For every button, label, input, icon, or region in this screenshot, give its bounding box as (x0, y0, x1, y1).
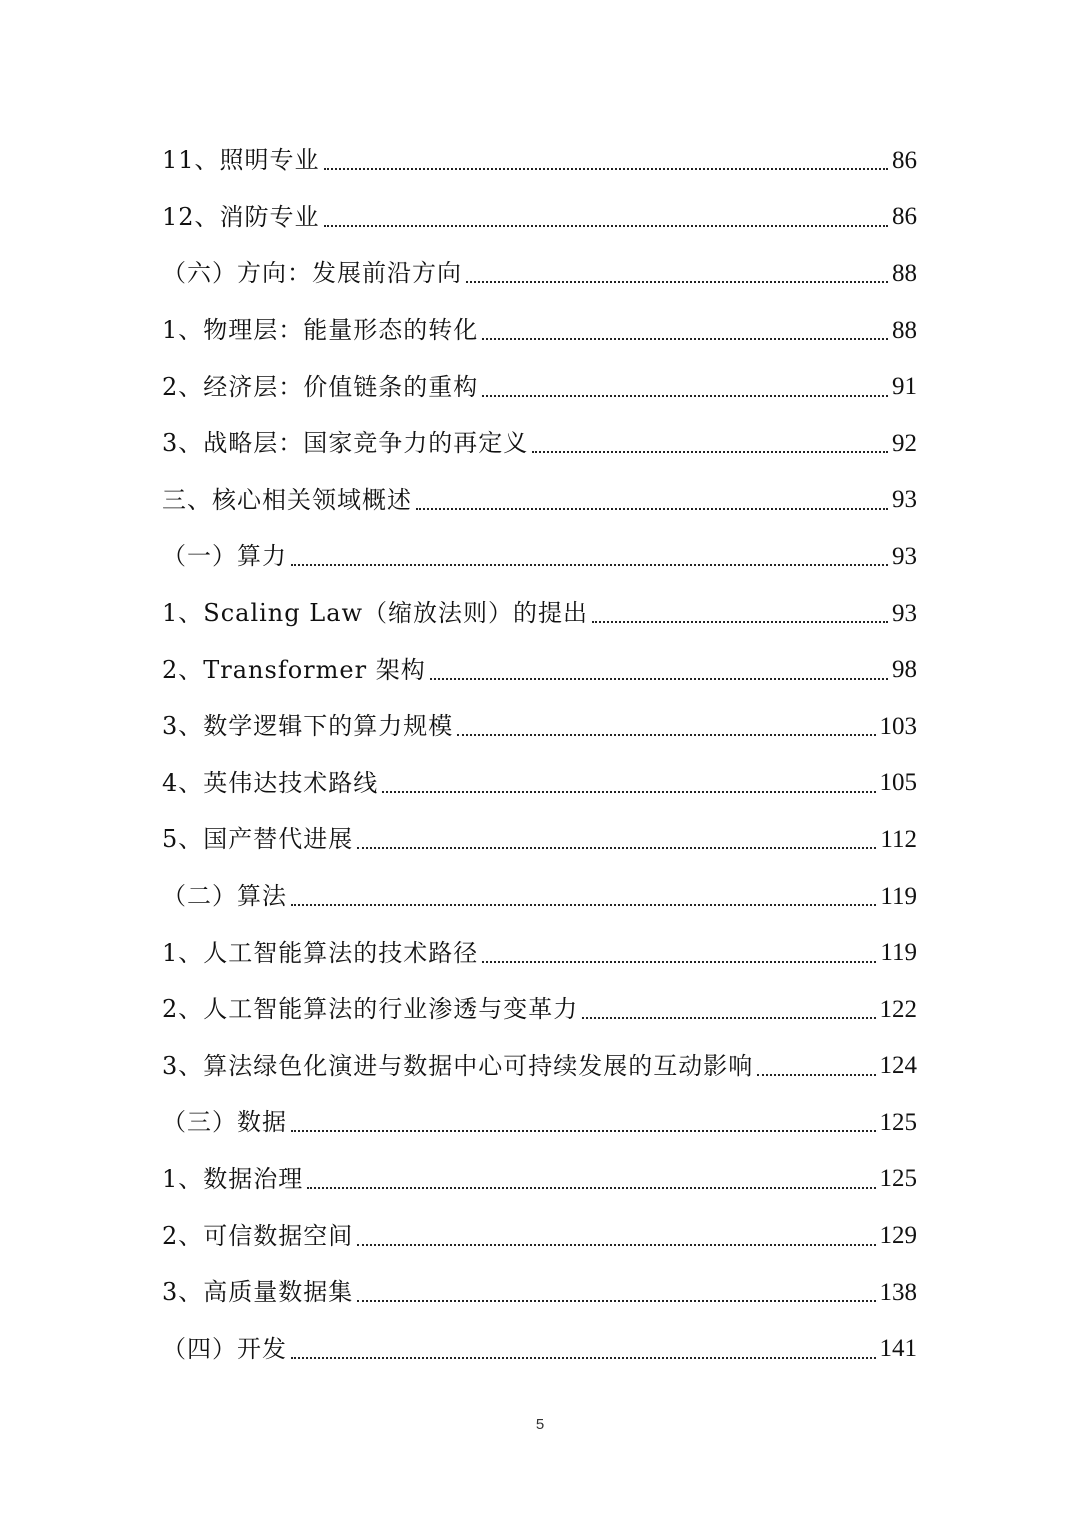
toc-entry[interactable] (162, 528, 917, 585)
toc-entry[interactable] (162, 245, 917, 302)
toc-entry-title: 2、经济层：价值链条的重构 (162, 372, 479, 401)
toc-entry-title: 3、战略层：国家竞争力的再定义 (162, 429, 529, 458)
toc-entry-page: 86 (892, 203, 917, 231)
toc-entry[interactable] (162, 698, 917, 755)
toc-dot-leader (466, 281, 888, 283)
toc-entry[interactable] (162, 585, 917, 642)
toc-dot-leader (357, 1300, 875, 1302)
toc-entry-page: 93 (892, 542, 917, 570)
toc-entry-page: 93 (892, 486, 917, 514)
toc-entry-page: 105 (879, 769, 917, 797)
toc-entry[interactable] (162, 641, 917, 698)
toc-entry[interactable] (162, 811, 917, 868)
toc-entry-page: 125 (879, 1108, 917, 1136)
toc-entry[interactable] (162, 1207, 917, 1264)
toc-entry-title: 1、数据治理 (162, 1164, 304, 1193)
toc-entry-page: 88 (892, 259, 917, 287)
toc-dot-leader (307, 1187, 875, 1189)
toc-entry-page: 91 (892, 373, 917, 401)
toc-entry[interactable] (162, 981, 917, 1038)
toc-entry-title: 3、数学逻辑下的算力规模 (162, 712, 454, 741)
toc-entry[interactable] (162, 132, 917, 189)
toc-entry-title: 2、人工智能算法的行业渗透与变革力 (162, 995, 579, 1024)
toc-entry[interactable] (162, 1320, 917, 1377)
toc-entry-page: 125 (879, 1165, 917, 1193)
toc-entry-page: 138 (879, 1278, 917, 1306)
toc-dot-leader (482, 961, 876, 963)
toc-dot-leader (457, 734, 875, 736)
toc-entry-title: 11、照明专业 (162, 146, 320, 175)
toc-entry-page: 122 (879, 995, 917, 1023)
toc-dot-leader (430, 678, 888, 680)
toc-entry-page: 119 (880, 939, 917, 967)
toc-entry-title: （四）开发 (162, 1334, 287, 1363)
toc-entry-title: 3、算法绿色化演进与数据中心可持续发展的互动影响 (162, 1051, 754, 1080)
toc-dot-leader (582, 1017, 875, 1019)
toc-dot-leader (291, 564, 888, 566)
toc-dot-leader (757, 1074, 875, 1076)
toc-dot-leader (357, 1244, 875, 1246)
toc-dot-leader (357, 847, 876, 849)
toc-dot-leader (324, 168, 888, 170)
toc-entry-page: 93 (892, 599, 917, 627)
toc-entry-title: 三、核心相关领域概述 (162, 485, 412, 514)
toc-entry[interactable] (162, 924, 917, 981)
toc-entry[interactable] (162, 868, 917, 925)
toc-entry[interactable] (162, 1264, 917, 1321)
toc-entry-page: 119 (880, 882, 917, 910)
toc-dot-leader (592, 621, 888, 623)
toc-entry[interactable] (162, 1038, 917, 1095)
toc-entry[interactable] (162, 415, 917, 472)
toc-entry-page: 92 (892, 429, 917, 457)
toc-dot-leader (291, 1130, 876, 1132)
toc-entry[interactable] (162, 1094, 917, 1151)
toc-entry-page: 98 (892, 656, 917, 684)
toc-entry-title: 1、人工智能算法的技术路径 (162, 938, 479, 967)
toc-entry-title: 5、国产替代进展 (162, 825, 354, 854)
toc-entry[interactable] (162, 472, 917, 529)
toc-entry[interactable] (162, 1151, 917, 1208)
toc-dot-leader (482, 395, 888, 397)
toc-entry-title: 3、高质量数据集 (162, 1278, 354, 1307)
toc-dot-leader (532, 451, 888, 453)
toc-entry-page: 129 (879, 1222, 917, 1250)
toc-entry-page: 88 (892, 316, 917, 344)
table-of-contents (162, 132, 917, 1377)
toc-entry-title: （一）算力 (162, 542, 287, 571)
toc-entry[interactable] (162, 302, 917, 359)
toc-entry-title: （六）方向：发展前沿方向 (162, 259, 462, 288)
toc-dot-leader (324, 225, 888, 227)
toc-entry-title: 1、物理层：能量形态的转化 (162, 316, 479, 345)
toc-entry-title: 4、英伟达技术路线 (162, 768, 379, 797)
page-number: 5 (535, 1416, 545, 1433)
toc-entry-title: （二）算法 (162, 882, 287, 911)
toc-entry-page: 86 (892, 146, 917, 174)
toc-entry[interactable] (162, 189, 917, 246)
toc-entry-page: 103 (879, 712, 917, 740)
toc-dot-leader (291, 1357, 876, 1359)
toc-dot-leader (291, 904, 876, 906)
toc-entry-title: （三）数据 (162, 1108, 287, 1137)
toc-entry-title: 12、消防专业 (162, 202, 320, 231)
toc-entry[interactable] (162, 755, 917, 812)
toc-entry-title: 1、Scaling Law（缩放法则）的提出 (162, 599, 589, 628)
toc-entry-title: 2、可信数据空间 (162, 1221, 354, 1250)
toc-entry-title: 2、Transformer 架构 (162, 655, 426, 684)
toc-entry-page: 124 (879, 1052, 917, 1080)
toc-entry-page: 141 (879, 1335, 917, 1363)
toc-entry-page: 112 (880, 825, 917, 853)
toc-dot-leader (382, 791, 875, 793)
toc-dot-leader (416, 508, 888, 510)
toc-dot-leader (482, 338, 888, 340)
toc-entry[interactable] (162, 358, 917, 415)
